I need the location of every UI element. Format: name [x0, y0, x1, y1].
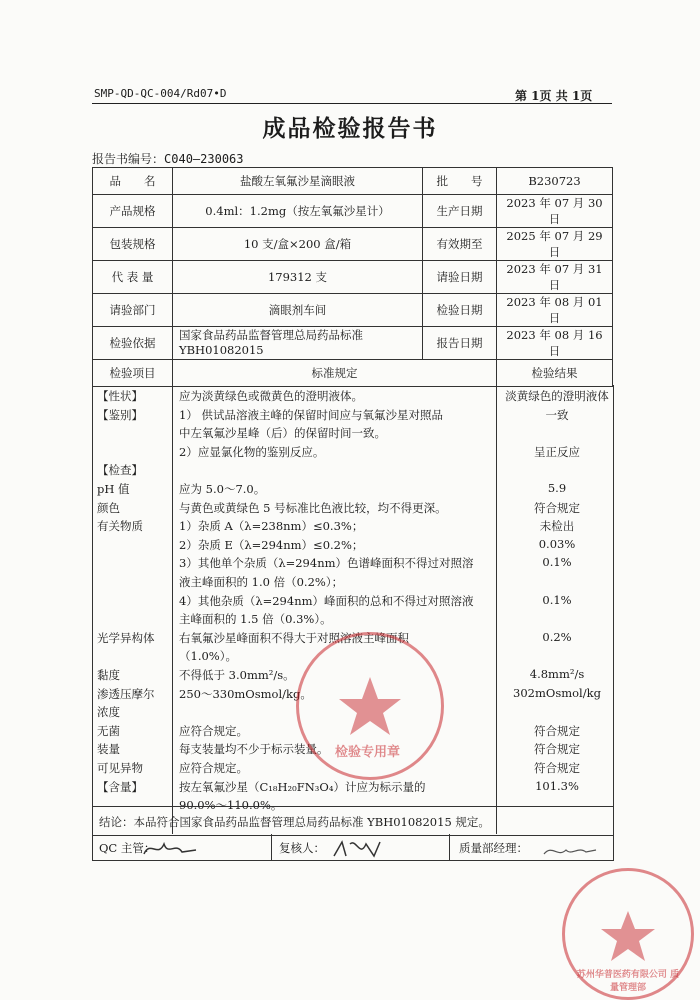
- qc-signature: [140, 836, 200, 862]
- report-date-value: 2023 年 08 月 16 日: [497, 327, 613, 360]
- result-row-standard: 1） 供试品溶液主峰的保留时间应与氧氟沙星对照品: [179, 407, 443, 422]
- pack-label: 包装规格: [93, 228, 173, 261]
- col-divider-1: [172, 385, 173, 834]
- basis-label: 检验依据: [93, 327, 173, 360]
- batch-label: 批 号: [423, 168, 497, 195]
- product-label: 品 名: [93, 168, 173, 195]
- report-date-label: 报告日期: [423, 327, 497, 360]
- company-stamp-text: 苏州华普医药有限公司 质量管理部: [576, 970, 680, 993]
- result-row-standard: 应符合规定。: [179, 723, 248, 738]
- qc-stamp: [296, 632, 444, 780]
- reviewer-label: 复核人：: [279, 841, 325, 855]
- page-info: 第 1页 共 1页: [515, 89, 593, 103]
- col-standard-header: 标准规定: [173, 360, 497, 387]
- result-row-standard: 2）杂质 E（λ=294nm）≤0.2%；: [179, 537, 364, 552]
- sample-value: 179312 支: [173, 261, 423, 294]
- result-row-standard: 与黄色或黄绿色 5 号标准比色液比较，均不得更深。: [179, 500, 447, 515]
- qa-manager-label: 质量部经理：: [459, 841, 528, 855]
- report-number-value: C040—230063: [164, 152, 244, 166]
- result-row-item: 装量: [97, 742, 120, 757]
- qc-stamp-text: 检验专用章: [335, 745, 401, 760]
- result-row-item: 可见异物: [97, 761, 143, 775]
- reviewer-signature: [330, 836, 390, 862]
- basis-value: 国家食品药品监督管理总局药品标准 YBH01082015: [173, 327, 423, 360]
- result-row-item: 黏度: [97, 668, 120, 682]
- result-row-item: 无菌: [97, 723, 120, 738]
- test-date-label: 检验日期: [423, 294, 497, 327]
- expiry-label: 有效期至: [423, 228, 497, 261]
- result-row-item: 【检查】: [97, 463, 143, 478]
- result-row-result: 0.1%: [542, 555, 572, 570]
- result-row-standard: 每支装量均不少于标示装量。: [179, 742, 329, 757]
- dept-label: 请验部门: [93, 294, 173, 327]
- info-table: [92, 167, 613, 387]
- request-date-label: 请验日期: [423, 261, 497, 294]
- result-row-result: 4.8mm²/s: [529, 667, 585, 681]
- expiry-value: 2025 年 07 月 29 日: [497, 228, 613, 261]
- col-item-header: 检验项目: [93, 360, 173, 387]
- result-row-standard: （1.0%）。: [179, 649, 237, 664]
- result-row-standard: 不得低于 3.0mm²/s。: [179, 668, 295, 682]
- col-divider-2: [496, 385, 497, 834]
- dept-value: 滴眼剂车间: [173, 294, 423, 327]
- result-row-result: 符合规定: [534, 742, 580, 757]
- prod-date-value: 2023 年 07 月 30 日: [497, 195, 613, 228]
- result-row-standard: 3）其他单个杂质（λ=294nm）色谱峰面积不得过对照溶: [179, 556, 474, 571]
- result-row-standard: 2）应显氯化物的鉴别反应。: [179, 444, 325, 459]
- result-row-item: 浓度: [97, 705, 120, 720]
- result-row-item: 【含量】: [97, 779, 143, 794]
- result-row-result: 5.9: [547, 481, 567, 495]
- result-row-item: 【鉴别】: [97, 407, 143, 422]
- result-row-result: 淡黄绿色的澄明液体: [505, 389, 609, 403]
- result-row-result: 未检出: [539, 519, 575, 534]
- header-divider: [92, 103, 612, 104]
- batch-value: B230723: [497, 168, 613, 195]
- result-row-standard: 4）其他杂质（λ=294nm）峰面积的总和不得过对照溶液: [179, 593, 474, 608]
- qc-supervisor-label: QC 主管：: [99, 841, 156, 855]
- spec-value: 0.4ml：1.2mg（按左氧氟沙星计）: [173, 195, 423, 228]
- conclusion-text: 结论：本品符合国家食品药品监督管理总局药品标准 YBH01082015 规定。: [99, 815, 490, 829]
- result-row-item: 【性状】: [97, 389, 143, 403]
- conclusion-row: [92, 806, 614, 836]
- result-row-item: 有关物质: [97, 519, 143, 534]
- result-row-standard: 250～330mOsmol/kg。: [179, 686, 312, 701]
- sample-label: 代 表 量: [93, 261, 173, 294]
- company-stamp: [562, 868, 694, 1000]
- report-number: [92, 150, 244, 167]
- document-code: SMP-QD-QC-004/Rd07•D: [94, 87, 227, 100]
- result-row-result: 符合规定: [534, 500, 580, 515]
- result-row-standard: 90.0%～110.0%。: [179, 798, 283, 813]
- result-row-result: 符合规定: [534, 723, 580, 738]
- result-row-result: 0.1%: [542, 592, 572, 607]
- result-row-item: 颜色: [97, 500, 120, 515]
- result-row-result: 符合规定: [534, 761, 580, 775]
- col-result-header: 检验结果: [497, 360, 613, 387]
- result-row-standard: 右氧氟沙星峰面积不得大于对照溶液主峰面积: [179, 630, 409, 645]
- qa-signature: [540, 840, 600, 862]
- result-row-standard: 应符合规定。: [179, 761, 248, 775]
- result-row-result: 呈正反应: [534, 444, 580, 459]
- result-row-item: 光学异构体: [97, 630, 155, 645]
- result-row-standard: 应为淡黄绿色或微黄色的澄明液体。: [179, 389, 363, 403]
- spec-label: 产品规格: [93, 195, 173, 228]
- document-title: 成品检验报告书: [262, 115, 438, 142]
- product-value: 盐酸左氧氟沙星滴眼液: [173, 168, 423, 195]
- result-row-standard: 中左氧氟沙星峰（后）的保留时间一致。: [179, 426, 386, 441]
- result-row-standard: 液主峰面积的 1.0 倍（0.2%）；: [179, 575, 344, 589]
- test-date-value: 2023 年 08 月 01 日: [497, 294, 613, 327]
- result-row-result: 0.2%: [542, 629, 572, 644]
- prod-date-label: 生产日期: [423, 195, 497, 228]
- result-row-standard: 按左氧氟沙星（C₁₈H₂₀FN₃O₄）计应为标示量的: [179, 779, 426, 794]
- result-row-standard: 1）杂质 A（λ=238nm）≤0.3%；: [179, 519, 364, 534]
- pack-value: 10 支/盒×200 盒/箱: [173, 228, 423, 261]
- report-number-label: 报告书编号：: [92, 152, 165, 166]
- result-row-item: 渗透压摩尔: [97, 686, 155, 701]
- request-date-value: 2023 年 07 月 31 日: [497, 261, 613, 294]
- result-row-result: 一致: [545, 407, 569, 422]
- result-row-result: 302mOsmol/kg: [513, 685, 601, 700]
- result-row-result: 0.03%: [538, 536, 576, 551]
- result-row-standard: 应为 5.0～7.0。: [179, 482, 266, 496]
- result-row-standard: 主峰面积的 1.5 倍（0.3%）。: [179, 612, 332, 627]
- result-row-item: pH 值: [97, 482, 130, 496]
- result-row-result: 101.3%: [535, 778, 579, 793]
